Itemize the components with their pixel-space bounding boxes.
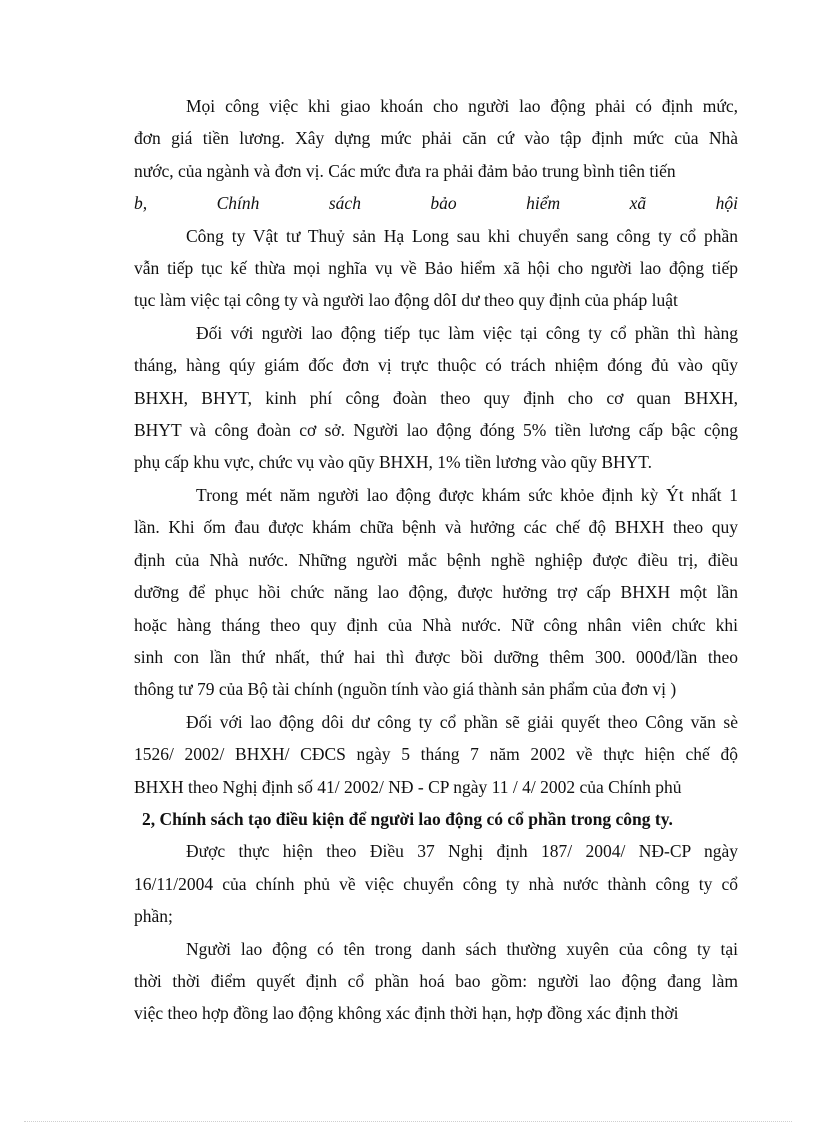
text-line: dưỡng để phục hồi chức năng lao động, được hưởng trợ cấp BHXH một lần: [134, 582, 738, 603]
text-line: phần;: [134, 906, 173, 927]
text-line: 16/11/2004 của chính phủ về việc chuyển công ty nhà nước thành công ty cổ: [134, 873, 738, 894]
text-line: Được thực hiện theo Điều 37 Nghị định 187/ 2004/ NĐ-CP ngày: [186, 841, 738, 862]
text-line: tục làm việc tại công ty và người lao động dôI dư theo quy định của pháp luật: [134, 290, 678, 311]
text-line: Công ty Vật tư Thuỷ sản Hạ Long sau khi chuyển sang công ty cổ phần: [186, 225, 738, 246]
text-line: nước, của ngành và đơn vị. Các mức đưa ra phải đảm bảo trung bình tiên tiến: [134, 160, 676, 181]
text-line: việc theo hợp đồng lao động không xác định thời hạn, hợp đồng xác định thời: [134, 1003, 679, 1024]
text-line: BHYT và công đoàn cơ sở. Người lao động đóng 5% tiền lương cấp bậc cộng: [134, 420, 738, 441]
text-line: hoặc hàng tháng theo quy định của Nhà nước. Nữ công nhân viên chức khi: [134, 614, 738, 635]
text-line: Mọi công việc khi giao khoán cho người lao động phải có định mức,: [186, 96, 738, 116]
document-body: [134, 90, 738, 1030]
paragraph-continuing-employees: [134, 317, 738, 479]
text-line: vẫn tiếp tục kế thừa mọi nghĩa vụ về Bảo hiểm xã hội cho người lao động tiếp: [134, 258, 738, 279]
paragraph-decree-187: [134, 835, 738, 932]
paragraph-redundant-labor: [134, 706, 738, 803]
text-line: Trong mét năm người lao động được khám sức khỏe định kỳ Ýt nhất 1: [196, 484, 738, 505]
text-line: tháng, hàng qúy giám đốc đơn vị trực thuộc có trách nhiệm đóng đủ vào qũy: [134, 355, 738, 376]
paragraph-health-benefits: [134, 479, 738, 706]
paragraph-eligible-employees: [134, 933, 738, 1030]
paragraph-company-transition: [134, 220, 738, 317]
text-line: BHXH theo Nghị định số 41/ 2002/ NĐ - CP ngày 11 / 4/ 2002 của Chính phủ: [134, 776, 682, 797]
text-line: b, Chính sách bảo hiểm xã hội: [134, 193, 738, 214]
page-bottom-divider: [24, 1121, 792, 1122]
text-line: đơn giá tiền lương. Xây dựng mức phải căn cứ vào tập định mức của Nhà: [134, 128, 738, 149]
text-line: phụ cấp khu vực, chức vụ vào qũy BHXH, 1% tiền lương vào qũy BHYT.: [134, 452, 653, 473]
text-line: BHXH, BHYT, kinh phí công đoàn theo quy định cho cơ quan BHXH,: [134, 387, 738, 408]
text-line: 1526/ 2002/ BHXH/ CĐCS ngày 5 tháng 7 năm 2002 về thực hiện chế độ: [134, 744, 738, 765]
text-line: thời thời điểm quyết định cổ phần hoá bao gồm: người lao động đang làm: [134, 970, 738, 991]
text-line: thông tư 79 của Bộ tài chính (nguồn tính vào giá thành sản phẩm của đơn vị ): [134, 679, 677, 700]
text-line: Đối với người lao động tiếp tục làm việc tại công ty cổ phần thì hàng: [196, 322, 738, 343]
text-line: định của Nhà nước. Những người mắc bệnh nghề nghiệp được điều trị, điều: [134, 549, 738, 570]
text-line: Người lao động có tên trong danh sách thường xuyên của công ty tại: [186, 938, 738, 959]
text-line: sinh con lần thứ nhất, thứ hai thì được bồi dưỡng thêm 300. 000đ/lần theo: [134, 646, 738, 667]
text-line: lần. Khi ốm đau được khám chữa bệnh và hưởng các chế độ BHXH theo quy: [134, 517, 738, 538]
paragraph-piecework-norms: [134, 90, 738, 187]
section-heading-shares-policy: 2, Chính sách tạo điều kiện để người lao động có cổ phần trong công ty.: [142, 808, 673, 829]
subheading-social-insurance-policy: [134, 187, 738, 219]
text-line: Đối với lao động dôi dư công ty cổ phần sẽ giải quyết theo Công văn sè: [186, 711, 738, 732]
